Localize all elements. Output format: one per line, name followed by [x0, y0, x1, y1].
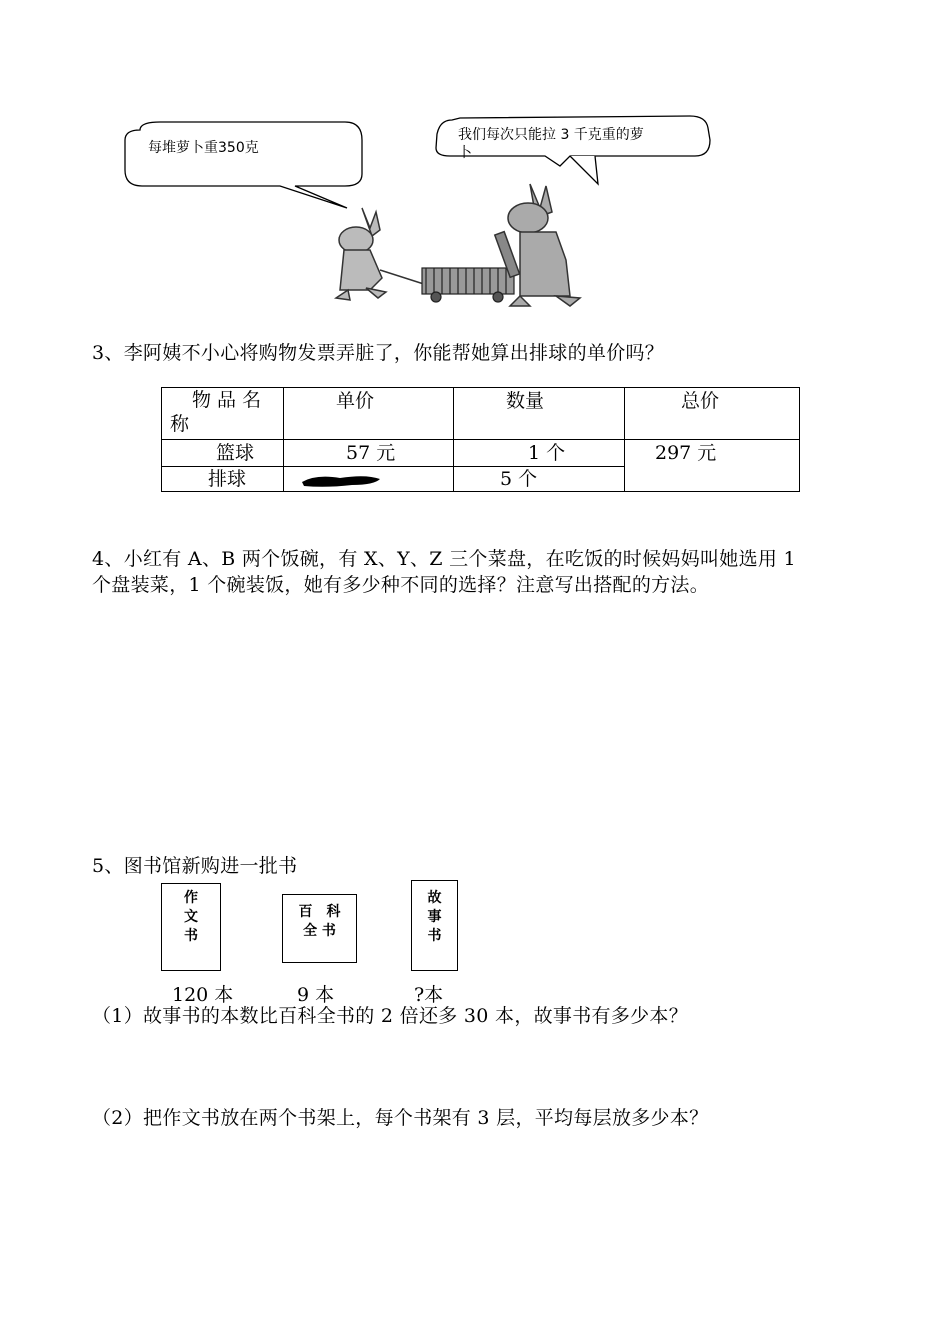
question-5-part-1: （1）故事书的本数比百科全书的 2 倍还多 30 本，故事书有多少本？ — [92, 1005, 689, 1027]
header-price: 单价 — [284, 388, 454, 440]
book-story: 故 事 书 — [411, 880, 458, 971]
question-3: 3、李阿姨不小心将购物发票弄脏了，你能帮她算出排球的单价吗？ — [92, 342, 665, 364]
book-composition-count: 120 本 — [172, 984, 234, 1006]
left-speech-bubble — [125, 122, 362, 208]
book-story-count: ?本 — [414, 984, 444, 1006]
carrot-cart — [422, 268, 514, 302]
rabbit-illustration — [100, 100, 740, 310]
row-volleyball-item: 排球 — [162, 467, 284, 492]
header-qty: 数量 — [454, 388, 625, 440]
total-cell: 297 元 — [625, 440, 800, 492]
question-4-line2: 个盘装菜，1 个碗装饭，她有多少种不同的选择？注意写出搭配的方法。 — [92, 574, 710, 596]
question-5-part-2: （2）把作文书放在两个书架上，每个书架有 3 层，平均每层放多少本？ — [92, 1107, 709, 1129]
question-4-line1: 4、小红有 A、B 两个饭碗，有 X、Y、Z 三个菜盘，在吃饭的时候妈妈叫她选用 1 — [92, 548, 796, 570]
row-volleyball-qty: 5 个 — [454, 467, 625, 492]
left-bubble-text: 每堆萝卜重350克 — [148, 140, 259, 156]
row-volleyball-price-smudged — [284, 467, 454, 492]
book-composition: 作 文 书 — [161, 883, 221, 971]
right-bubble-text-line2: 卜 — [458, 145, 472, 161]
small-rabbit — [336, 208, 430, 300]
header-total: 总价 — [625, 388, 800, 440]
question-5: 5、图书馆新购进一批书 — [92, 855, 298, 877]
row-basketball-price: 57 元 — [284, 440, 454, 467]
header-item: 物 品 名 称 — [162, 388, 284, 440]
row-basketball-item: 篮球 — [162, 440, 284, 467]
invoice-table — [161, 387, 800, 492]
row-basketball-qty: 1 个 — [454, 440, 625, 467]
book-encyclopedia: 百 科 全 书 — [282, 894, 357, 963]
book-encyclopedia-count: 9 本 — [297, 984, 335, 1006]
right-bubble-text-line1: 我们每次只能拉 3 千克重的萝 — [458, 127, 644, 143]
ink-smudge — [296, 470, 386, 490]
